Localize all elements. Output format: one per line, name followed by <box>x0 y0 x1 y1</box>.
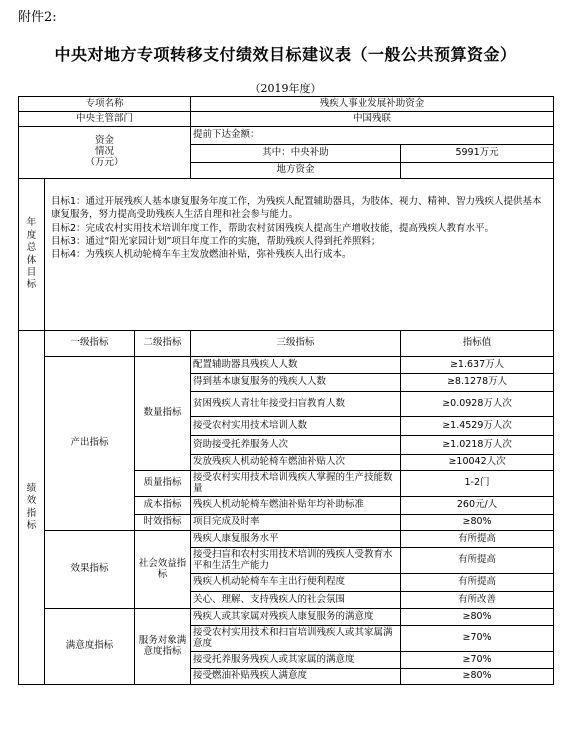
indicator-name: 配置辅助器具残疾人人数 <box>191 357 401 374</box>
indicator-value: ≥70% <box>401 652 554 669</box>
indicator-value: 有所提高 <box>401 531 554 548</box>
indicator-name: 得到基本康复服务的残疾人人数 <box>191 374 401 392</box>
quantity-label: 数量指标 <box>135 357 191 471</box>
indicator-name: 关心、理解、支持残疾人的社会氛围 <box>191 592 401 609</box>
col-level3: 三级指标 <box>191 331 401 357</box>
section-label: 绩效指标 <box>19 331 45 685</box>
cost-label: 成本指标 <box>135 497 191 515</box>
indicator-value: ≥1.637万人 <box>401 357 554 374</box>
indicator-name: 接受农村实用技术和扫盲培训残疾人或其家属满意度 <box>191 626 401 652</box>
output-label: 产出指标 <box>45 357 135 531</box>
goal-2: 目标2：完成农村实用技术培训年度工作，帮助农村贫困残疾人提高生产增收技能，提高残疾人教育水平。 <box>51 222 495 234</box>
annual-goals-label: 年度总体目标 <box>19 179 45 331</box>
indicator-value: ≥8.1278万人 <box>401 374 554 392</box>
col-value: 指标值 <box>401 331 554 357</box>
col-level1: 一级指标 <box>45 331 135 357</box>
project-value: 残疾人事业发展补助资金 <box>191 97 554 112</box>
table-row <box>19 609 554 626</box>
indicator-value: 有所提高 <box>401 548 554 574</box>
indicator-value: ≥1.4529万人次 <box>401 417 554 436</box>
service-label: 服务对象满意度指标 <box>135 609 191 685</box>
indicator-header-row <box>19 331 554 357</box>
project-label: 专项名称 <box>19 97 191 112</box>
indicator-name: 接受农村实用技术培训人数 <box>191 417 401 436</box>
table-row <box>19 357 554 374</box>
central-value: 5991万元 <box>401 145 554 163</box>
indicator-value: ≥1.0218万人次 <box>401 436 554 455</box>
indicator-value: 260元/人 <box>401 497 554 515</box>
table-row <box>19 531 554 548</box>
indicator-name: 接受燃油补贴残疾人满意度 <box>191 669 401 685</box>
attachment-label: 附件2: <box>18 10 57 25</box>
satisfaction-label: 满意度指标 <box>45 609 135 685</box>
project-row <box>19 97 554 112</box>
goal-4: 目标4：为残疾人机动轮椅车车主发放燃油补贴，弥补残疾人出行成本。 <box>51 249 352 261</box>
dept-label: 中央主管部门 <box>19 112 191 127</box>
dept-row <box>19 112 554 127</box>
social-label: 社会效益指标 <box>135 531 191 609</box>
indicator-name: 接受农村实用技术培训残疾人掌握的生产技能数量 <box>191 471 401 497</box>
indicator-name: 贫困残疾人青壮年接受扫盲教育人数 <box>191 392 401 417</box>
document-title: 中央对地方专项转移支付绩效目标建议表（一般公共预算资金） <box>54 45 517 64</box>
indicator-value: ≥70% <box>401 626 554 652</box>
annual-goals-content <box>45 179 554 331</box>
indicator-value: ≥0.0928万人次 <box>401 392 554 417</box>
annual-goals-row <box>19 179 554 331</box>
indicator-value: ≥80% <box>401 515 554 531</box>
indicator-name: 发放残疾人机动轮椅车燃油补贴人次 <box>191 455 401 471</box>
indicator-name: 残疾人康复服务水平 <box>191 531 401 548</box>
goal-3: 目标3：通过“阳光家园计划”项目年度工作的实施，帮助残疾人得到托养照料； <box>51 235 381 247</box>
fund-advance-row <box>19 127 554 145</box>
indicator-name: 接受托养服务残疾人或其家属的满意度 <box>191 652 401 669</box>
advance-label: 提前下达金额： <box>191 127 554 145</box>
performance-table <box>18 96 554 685</box>
indicator-name: 残疾人或其家属对残疾人康复服务的满意度 <box>191 609 401 626</box>
indicator-name: 残疾人机动轮椅车车主出行便利程度 <box>191 574 401 592</box>
indicator-name: 资助接受托养服务人次 <box>191 436 401 455</box>
indicator-value: 有所提高 <box>401 574 554 592</box>
quality-label: 质量指标 <box>135 471 191 497</box>
time-label: 时效指标 <box>135 515 191 531</box>
fund-label: 资金 情况 （万元） <box>19 127 191 179</box>
indicator-value: ≥80% <box>401 609 554 626</box>
goal-1: 目标1：通过开展残疾人基本康复服务年度工作，为残疾人配置辅助器具，为肢体、视力、精神、智力残疾人提供基本康复服务，努力提高受助残疾人生活自理和社会参与能力。 <box>51 196 542 221</box>
indicator-value: ≥10042人次 <box>401 455 554 471</box>
central-label: 其中：中央补助 <box>191 145 401 163</box>
indicator-value: ≥80% <box>401 669 554 685</box>
col-level2: 二级指标 <box>135 331 191 357</box>
indicator-value: 1-2门 <box>401 471 554 497</box>
indicator-name: 残疾人机动轮椅车燃油补贴年均补助标准 <box>191 497 401 515</box>
dept-value: 中国残联 <box>191 112 554 127</box>
year-label: （2019年度） <box>249 82 322 95</box>
indicator-value: 有所改善 <box>401 592 554 609</box>
local-label: 地方资金 <box>191 163 401 179</box>
local-value <box>401 163 554 179</box>
indicator-name: 接受扫盲和农村实用技术培训的残疾人受教育水平和生活生产能力 <box>191 548 401 574</box>
effect-label: 效果指标 <box>45 531 135 609</box>
indicator-name: 项目完成及时率 <box>191 515 401 531</box>
